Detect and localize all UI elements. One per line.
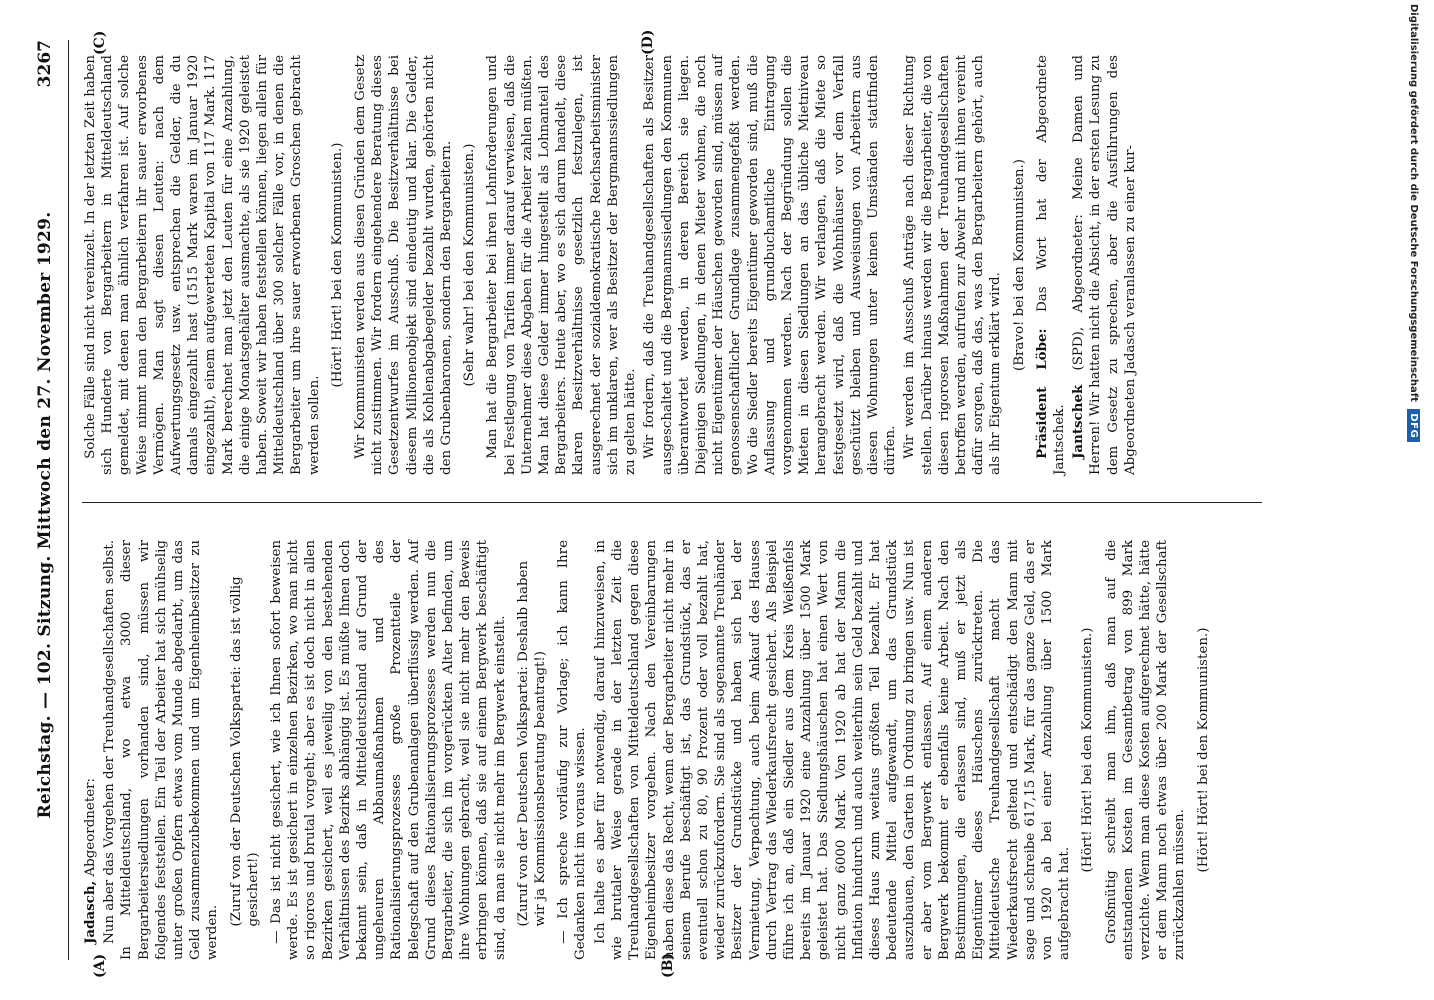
paragraph	[484, 55, 639, 475]
paragraph-text: Ich halte es aber für notwendig, darauf hinzuweisen, in wie brutaler Weise gerade in der letzten Zeit die Treuhandgesellschaften von Mitteldeutschland gegen diese Eigenheimbesitzer vorgehen. Nach den Vereinbarungen haben diese das Recht, wenn der Bergarbeiter nicht mehr in seinem Berufe beschäftigt ist, das Grundstück, das er eventuell schon zu 80, 90 Prozent oder voll bezahlt hat, wieder zurückzufordern. Sie sind als sogenannte Treuhänder Besitzer der Grundstücke und haben sich bei der Vermietung, Verpachtung, auch beim Ankauf des Hauses durch Vertrag das Wiederkaufsrecht gesichert. Als Beispiel führe ich an, daß ein Siedler aus dem Kreis Weißenfels bereits im Januar 1920 eine Anzahlung über 1500 Mark geleistet hat. Das Siedlungshäuschen hat einen Wert von nicht ganz 6000 Mark. Von 1920 ab hat der Mann die Inflation hindurch und auch weiterhin sein Geld bezahlt und dieses Haus zum weitaus größten Teil bezahlt. Er hat bedeutende Mittel aufgewandt, um das Grundstück auszubauen, den Garten in Ordnung zu bringen usw. Nun ist er aber vom Bergwerk entlassen. Auf einem anderen Bergwerk bekommt er ebenfalls keine Arbeit. Nach den Bestimmungen, die erlassen sind, muß er jetzt als Eigentümer dieses Häuschens zurücktreten. Die Mitteldeutsche Treuhandgesellschaft macht das Wiederkaufsrecht geltend und entschädigt den Mann mit sage und schreibe 617,15 Mark, für das ganze Geld, das er von 1920 ab bei einer Anzahlung über 1500 Mark aufgebracht hat.	[592, 540, 1073, 960]
paragraph	[101, 540, 221, 960]
heckle-interjection	[515, 540, 549, 927]
paragraph	[1034, 55, 1068, 475]
paragraph-text: Man hat die Bergarbeiter bei ihren Lohnforderungen und bei Festlegung von Tarifen immer darauf verwiesen, daß die Unternehmer diese Abgaben für die Arbeiter zahlen müßten. Man hat diese Gelder immer hingestellt als Lohnanteil des Bergarbeiters. Heute aber, wo es sich darum handelt, diese klaren Besitzverhältnisse gesetzlich festzulegen, ist ausgerechnet der sozialdemokratische Reichsarbeitsminister sich im unklaren, wer als Besitzer der Bergmannssiedlungen zu gelten hätte.	[485, 55, 639, 475]
speaker-name: Jadasch,	[82, 880, 98, 944]
paragraph	[82, 55, 323, 475]
paragraph	[352, 55, 455, 475]
paragraph	[268, 540, 509, 960]
running-header	[35, 30, 75, 970]
paragraph-text: (Zuruf von der Deutschen Volkspartei: Deshalb haben wir ja Kommissionsberatung beantragt!)	[515, 560, 549, 927]
applause-interjection	[329, 55, 346, 475]
heckle-interjection	[228, 540, 262, 927]
applause-interjection	[1195, 540, 1212, 960]
right-column	[82, 55, 1141, 475]
paragraph-text: (Hört! Hört! bei den Kommunisten.)	[1080, 627, 1096, 873]
speaker-name: Jantschek	[1070, 384, 1087, 459]
paragraph-text: — Das ist nicht gesichert, wie ich Ihnen sofort beweisen werde. Es ist gesichert in einzelnen Bezirken, wo man nicht so rigoros und brutal vorgeht; aber es ist doch nicht in allen Bezirken gesichert, weil es jeweilig von den bestehenden Verhältnissen des Bezirks abhängig ist. Es müßte Ihnen doch bekannt sein, daß in Mitteldeutschland auf Grund der ungeheuren Abbaumaßnahmen und des Rationalisierungsprozesses große Prozentteile der Belegschaft auf den Grubenanlagen überflüssig werden. Auf Grund dieses Rationalisierungsprozesses werden nun die Bergarbeiter, die sich im vorgerückten Alter befinden, um ihre Wohnungen gebracht, weil sie nicht mehr den Beweis erbringen können, daß sie auf einem Bergwerk beschäftigt sind, da man sie nicht mehr im Bergwerk einstellt.	[269, 540, 508, 960]
margin-marker-d: (D)	[640, 29, 656, 55]
column-divider	[82, 502, 1262, 503]
paragraph-text: (Hört! Hört! bei den Kommunisten.)	[1195, 627, 1211, 873]
paragraph-text: (Bravo! bei den Kommunisten.)	[1011, 158, 1027, 372]
paragraph-text: Meine Damen und Herren! Wir hatten nicht die Absicht, in der ersten Lesung zu dem Gesetz zu sprechen, aber die Ausführungen des Abgeordneten Jadasch veranlassen zu einer kur-	[1071, 55, 1138, 475]
paragraph	[82, 540, 99, 960]
left-column	[82, 540, 1218, 960]
speaker-role: (SPD), Abgeordneter:	[1071, 214, 1087, 385]
paragraph	[1103, 540, 1189, 960]
digitization-stamp	[1398, 4, 1432, 994]
header-title: Reichstag. — 102. Sitzung. Mittwoch den 27. November 1929.	[35, 211, 55, 819]
speaker-name: Präsident Löbe:	[1033, 328, 1050, 459]
margin-marker-c: (C)	[92, 30, 108, 55]
header-rule	[68, 40, 69, 960]
applause-interjection	[1079, 540, 1096, 960]
paragraph-text: (Zuruf von der Deutschen Volkspartei: das ist völlig gesichert!)	[228, 576, 261, 927]
paragraph-text: Großmütig schreibt man ihm, daß man auf die entstandenen Kosten im Gesamtbetrag von 899 Mark verzichte. Wenn man diese Kosten aufgerechnet hätte, hätte er dem Mann noch etwas über 200 Mark der Gesellschaft zurückzahlen müssen.	[1103, 540, 1188, 960]
paragraph	[641, 55, 899, 475]
stamp-text-wrapper	[1400, 4, 1420, 994]
paragraph-text: Nun aber das Vorgehen der Treuhandgesellschaften selbst. In Mitteldeutschland, wo etwa 3000 dieser Bergarbeitersiedlungen vorhanden sind, müssen wir folgendes feststellen. Ein Teil der Arbeiter hat sich mühselig unter großen Opfern etwas vom Munde abgedarbt, um das Geld zusammenzubekommen und um Eigenheimbesitzer zu werden.	[102, 540, 221, 960]
paragraph	[555, 540, 589, 960]
paragraph-text: — Ich spreche vorläufig zur Vorlage; ich kann Ihre Gedanken nicht im voraus wissen.	[556, 540, 589, 960]
paragraph-text: Wir Kommunisten werden aus diesen Gründen dem Gesetz nicht zustimmen. Wir fordern eingehendere Beratung dieses Gesetzentwurfes im Ausschuß. Die Besitzverhältnisse bei diesem Millionenobjekt sind eindeutig und klar. Die Gelder, die als Kohlenabgabegelder bezahlt wurden, gehörten nicht den Grubenbaronen, sondern den Bergarbeitern.	[353, 55, 455, 475]
paragraph	[901, 55, 1004, 475]
paragraph-text: (Sehr wahr! bei den Kommunisten.)	[462, 143, 478, 387]
applause-interjection	[1011, 55, 1028, 475]
rotated-page	[20, 29, 1280, 978]
paragraph-text: Wir fordern, daß die Treuhandgesellschaften als Besitzer ausgeschaltet und die Bergmannssiedlungen den Kommunen überantwortet werden, in deren Bereich sie liegen. Diejenigen Siedlungen, in denen Mieter wohnen, die noch nicht Eigentümer der Häuschen geworden sind, müssen auf genossenschaftlicher Grundlage zusammengefaßt werden. Wo die Siedler bereits Eigentümer geworden sind, muß die Auflassung und grundbuchamtliche Eintragung vorgenommen werden. Nach der Begründung sollen die Mieten in diesen Siedlungen an das übliche Mietniveau herangebracht werden. Wir verlangen, daß die Miete so festgesetzt wird, daß die Wohnhäuser vor dem Verfall geschützt bleiben und Ausweisungen von Arbeitern aus diesen Wohnungen unter keinen Umständen stattfinden dürfen.	[642, 55, 899, 475]
paragraph-text: Das Wort hat der Abgeordnete Jantschek.	[1034, 55, 1067, 475]
margin-marker-b: (B)	[660, 952, 676, 978]
paragraph-text: (Hört! Hört! bei den Kommunisten.)	[329, 142, 345, 388]
stamp-text: Digitalisierung gefördert durch die Deutsche Forschungsgemeinschaft	[1408, 4, 1419, 402]
margin-marker-a: (A)	[92, 953, 108, 978]
dfg-logo: DFG	[1407, 409, 1420, 442]
applause-interjection	[461, 55, 478, 475]
paragraph-text: Wir werden im Ausschuß Anträge nach dieser Richtung stellen. Darüber hinaus werden wir die Bergarbeiter, die von diesen rigorosen Maßnahmen der Treuhandgesellschaften betroffen werden, aufrufen zur Abwehr und mit ihnen vereint dafür sorgen, daß das, was den Bergarbeitern gehört, auch als ihr Eigentum erklärt wird.	[902, 55, 1004, 475]
paragraph	[1070, 55, 1139, 475]
page-number: 3267	[35, 40, 55, 88]
speaker-role: Abgeordneter:	[83, 777, 98, 881]
paragraph-text: Solche Fälle sind nicht vereinzelt. In der letzten Zeit haben sich Hunderte von Bergarbeitern in Mitteldeutschland gemeldet, mit denen man ähnlich verfahren ist. Auf solche Weise nimmt man den Bergarbeitern ihr sauer erworbenes Vermögen. Man sagt diesen Leuten: nach dem Aufwertungsgesetz usw. entsprechen die Gelder, die du damals eingezahlt hast (1515 Mark waren im Januar 1920 eingezahlt), einem aufgewerteten Kapital von 117 Mark. 117 Mark berechnet man jetzt den Leuten für eine Anzahlung, die einige Monatsgehälter ausmachte, als sie 1920 geleistet haben. Soweit wir haben feststellen können, liegen allein für Mitteldeutschland über 300 solcher Fälle vor, in denen die Bergarbeiter um ihre sauer erworbenen Groschen gebracht werden sollen.	[83, 55, 322, 475]
paragraph	[592, 540, 1074, 960]
